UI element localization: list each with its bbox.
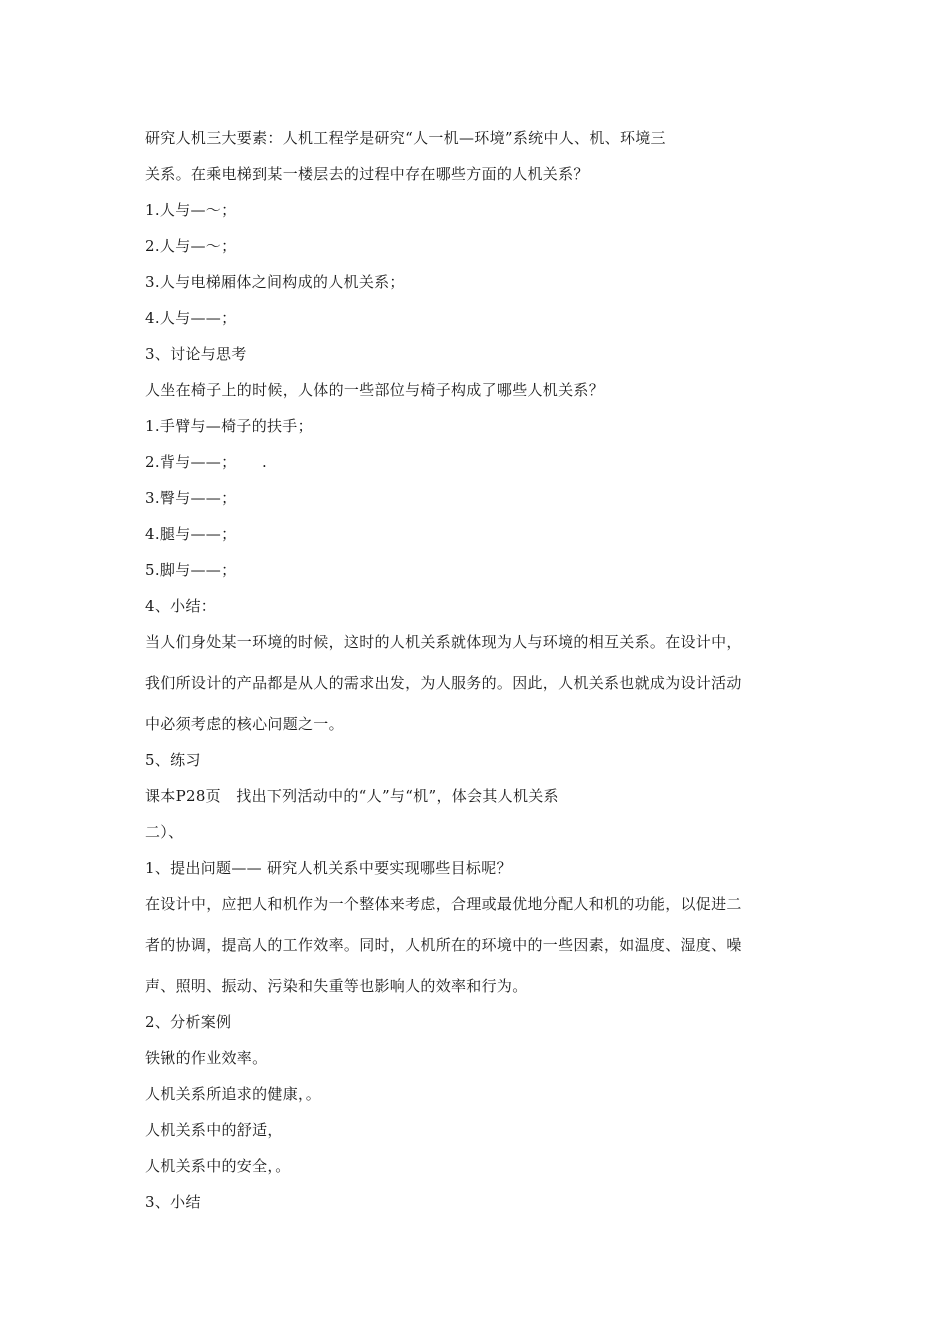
text-line: 铁锹的作业效率。	[145, 1049, 268, 1067]
text-line: 人机关系中的安全，。	[145, 1157, 291, 1175]
list-item: 2.背与——；	[145, 453, 237, 471]
text-line: 人机关系所追求的健康，。	[145, 1085, 322, 1103]
stray-mark: .	[262, 453, 267, 471]
section-heading: 二）、	[145, 823, 184, 841]
section-heading: 2、分析案例	[145, 1013, 232, 1031]
text-line: 研究人机三大要素：人机工程学是研究“人一机—环境”系统中人、机、环境三	[145, 129, 666, 147]
text-line: 声、照明、振动、污染和失重等也影响人的效率和行为。	[145, 977, 528, 995]
list-item: 1.手臂与—椅子的扶手；	[145, 417, 313, 435]
section-heading: 3、小结	[145, 1193, 201, 1211]
text-line: 关系。在乘电梯到某一楼层去的过程中存在哪些方面的人机关系？	[145, 165, 589, 183]
list-item: 3.人与电梯厢体之间构成的人机关系；	[145, 273, 405, 291]
text-line: 我们所设计的产品都是从人的需求出发，为人服务的。因此，人机关系也就成为设计活动	[145, 674, 742, 692]
section-heading: 3、讨论与思考	[145, 345, 247, 363]
text-line: 在设计中，应把人和机作为一个整体来考虑，合理或最优地分配人和机的功能，以促进二	[145, 895, 742, 913]
text-line: 者的协调，提高人的工作效率。同时，人机所在的环境中的一些因素，如温度、湿度、噪	[145, 936, 742, 954]
list-item: 5.脚与——；	[145, 561, 237, 579]
list-item: 3.臀与——；	[145, 489, 237, 507]
list-item: 4.腿与——；	[145, 525, 237, 543]
section-heading: 4、小结：	[145, 597, 217, 615]
text-line: 人机关系中的舒适，	[145, 1121, 283, 1139]
list-item: 1.人与—～；	[145, 201, 237, 219]
section-heading: 1、提出问题—— 研究人机关系中要实现哪些目标呢？	[145, 859, 512, 877]
list-item: 2.人与—～；	[145, 237, 237, 255]
section-heading: 5、练习	[145, 751, 201, 769]
text-line: 中必须考虑的核心问题之一。	[145, 715, 344, 733]
text-line: 当人们身处某一环境的时候，这时的人机关系就体现为人与环境的相互关系。在设计中，	[145, 633, 742, 651]
list-item: 4.人与——；	[145, 309, 237, 327]
text-line: 课本P28页 找出下列活动中的“人”与“机”，体会其人机关系	[145, 787, 559, 805]
text-line: 人坐在椅子上的时候，人体的一些部位与椅子构成了哪些人机关系？	[145, 381, 605, 399]
